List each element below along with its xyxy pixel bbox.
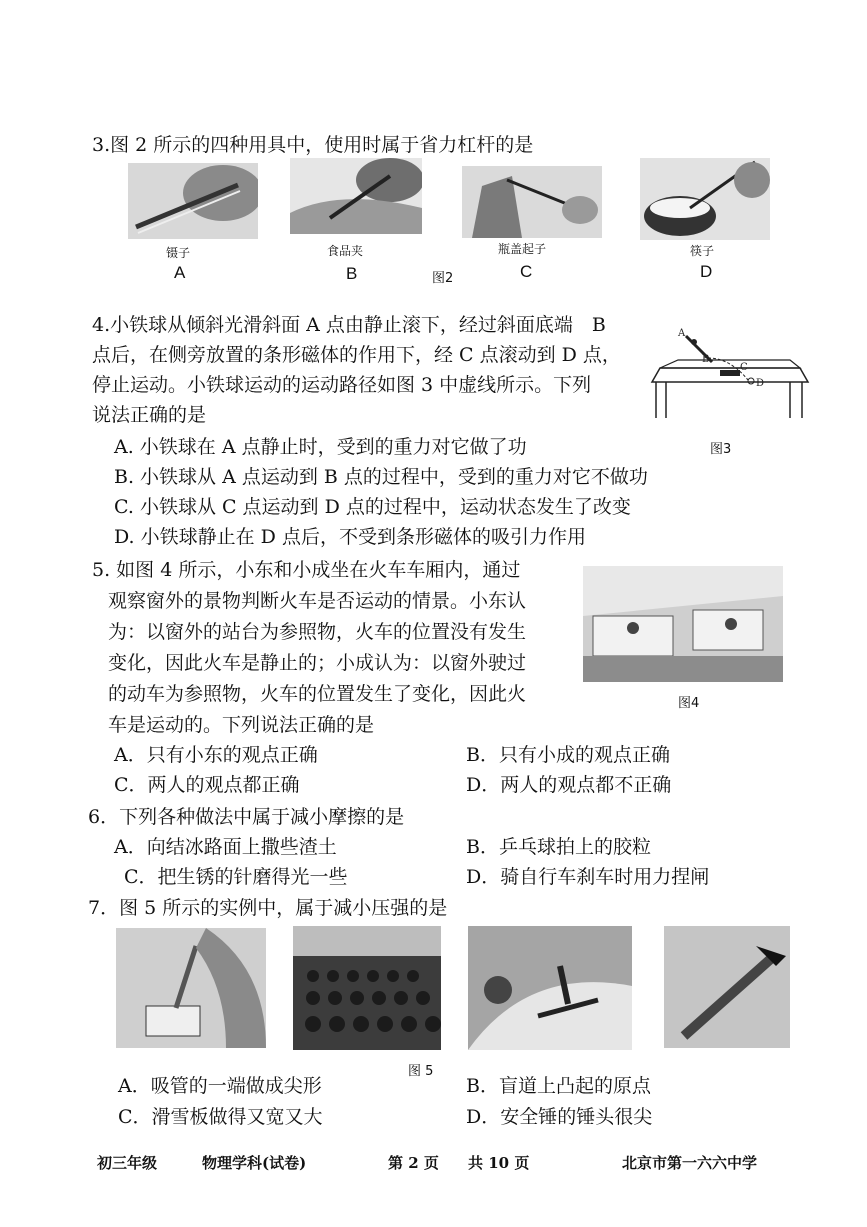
q7-option-b: B．盲道上凸起的原点 <box>466 1075 651 1097</box>
food-clip-image <box>290 158 422 234</box>
q4-option-b: B. 小铁球从 A 点运动到 B 点的过程中，受到的重力对它不做功 <box>114 466 648 488</box>
tactile-paving-image <box>293 926 441 1050</box>
fig3-point-a: A <box>678 328 686 339</box>
q7-stem: 7．图 5 所示的实例中，属于减小压强的是 <box>88 897 448 919</box>
tool-letter-d: D <box>700 262 713 281</box>
q6-option-a: A．向结冰路面上撒些渣土 <box>114 836 337 858</box>
q4-stem-line-4: 说法正确的是 <box>92 404 207 426</box>
q4-stem-line-1: 4.小铁球从倾斜光滑斜面 A 点由静止滚下，经过斜面底端 B <box>92 314 606 336</box>
q5-stem-line-4: 变化，因此火车是静止的；小成认为：以窗外驶过 <box>108 652 527 674</box>
tool-caption-a: 镊子 <box>166 246 191 260</box>
q3-stem: 3.图 2 所示的四种用具中，使用时属于省力杠杆的是 <box>92 134 534 156</box>
q6-option-c: C．把生锈的针磨得光一些 <box>124 866 348 888</box>
tool-letter-c: C <box>520 262 533 281</box>
footer-total: 共 10 页 <box>468 1154 530 1172</box>
q5-option-d: D．两人的观点都不正确 <box>466 774 672 796</box>
q4-option-a: A. 小铁球在 A 点静止时，受到的重力对它做了功 <box>114 436 527 458</box>
q5-stem-line-6: 车是运动的。下列说法正确的是 <box>108 714 375 736</box>
safety-hammer-image <box>664 926 790 1048</box>
fig3-point-d: D <box>756 378 765 389</box>
figure-4-label: 图4 <box>678 696 700 711</box>
q7-option-a: A．吸管的一端做成尖形 <box>118 1075 322 1097</box>
train-carriage-image <box>583 566 783 682</box>
figure-5-label: 图 5 <box>408 1064 434 1079</box>
fig3-point-c: C <box>740 362 748 373</box>
chopsticks-image <box>640 158 770 240</box>
tool-letter-a: A <box>174 263 186 282</box>
q7-option-c: C．滑雪板做得又宽又大 <box>118 1106 323 1128</box>
tweezers-image <box>128 163 258 239</box>
q4-stem-line-3: 停止运动。小铁球运动的运动路径如图 3 中虚线所示。下列 <box>92 374 592 396</box>
q6-stem: 6．下列各种做法中属于减小摩擦的是 <box>88 806 405 828</box>
fig3-point-b: B <box>702 354 710 365</box>
tool-caption-c: 瓶盖起子 <box>498 242 547 256</box>
q4-stem-line-2: 点后，在侧旁放置的条形磁体的作用下，经 C 点滚动到 D 点， <box>92 344 621 366</box>
q6-option-d: D．骑自行车刹车时用力捏闸 <box>466 866 710 888</box>
figure-2-label: 图2 <box>432 271 454 286</box>
footer-page: 第 2 页 <box>388 1154 439 1172</box>
bottle-opener-image <box>462 166 602 238</box>
tool-caption-d: 筷子 <box>690 244 715 258</box>
q5-stem-line-5: 的动车为参照物，火车的位置发生了变化，因此火 <box>108 683 527 705</box>
q5-option-a: A．只有小东的观点正确 <box>114 744 318 766</box>
q4-option-d: D. 小铁球静止在 D 点后，不受到条形磁体的吸引力作用 <box>114 526 586 548</box>
footer-school: 北京市第一六六中学 <box>622 1154 758 1172</box>
snowboard-image <box>468 926 632 1050</box>
figure-3-label: 图3 <box>710 442 732 457</box>
straw-image <box>116 928 266 1048</box>
q5-stem-line-1: 5. 如图 4 所示，小东和小成坐在火车车厢内，通过 <box>92 559 521 581</box>
q5-option-b: B．只有小成的观点正确 <box>466 744 670 766</box>
footer-grade: 初三年级 <box>97 1154 158 1172</box>
q7-option-d: D．安全锤的锤头很尖 <box>466 1106 653 1128</box>
q4-option-c: C. 小铁球从 C 点运动到 D 点的过程中，运动状态发生了改变 <box>114 496 631 518</box>
q5-stem-line-3: 为：以窗外的站台为参照物，火车的位置没有发生 <box>108 621 527 643</box>
q5-stem-line-2: 观察窗外的景物判断火车是否运动的情景。小东认 <box>108 590 527 612</box>
figure-3-diagram <box>650 322 810 422</box>
tool-caption-b: 食品夹 <box>327 244 364 258</box>
tool-letter-b: B <box>346 264 358 283</box>
footer-subject: 物理学科(试卷) <box>202 1154 307 1172</box>
q6-option-b: B．乒乓球拍上的胶粒 <box>466 836 651 858</box>
q5-option-c: C．两人的观点都正确 <box>114 774 300 796</box>
